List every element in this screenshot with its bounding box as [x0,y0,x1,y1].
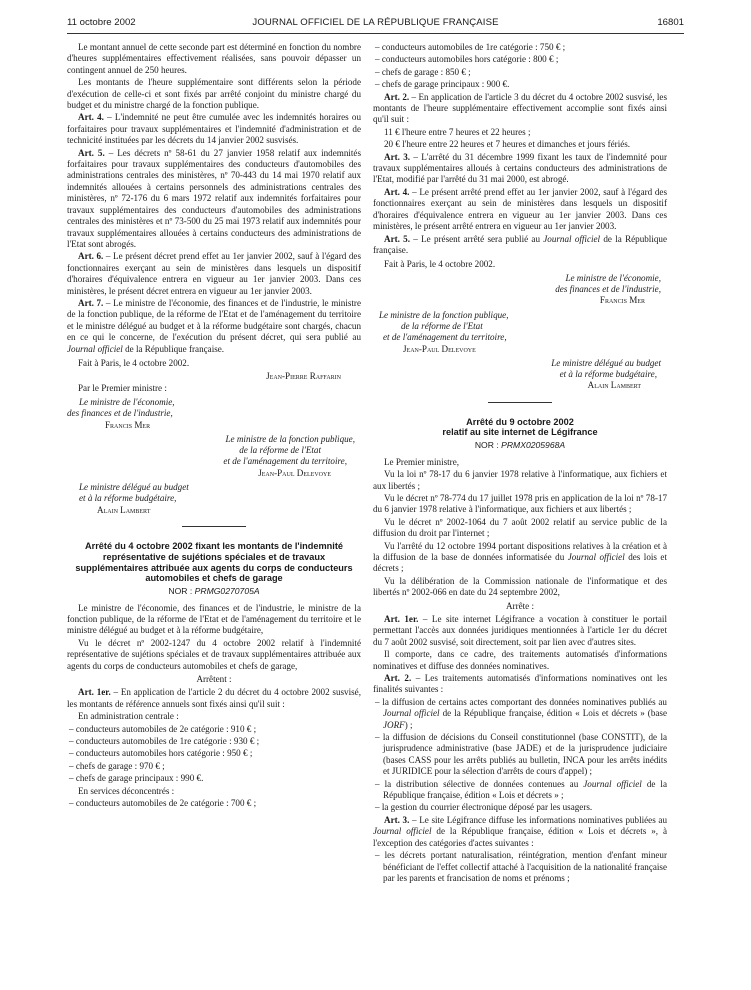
section-heading: En administration centrale : [78,711,179,722]
list-item: – la diffusion de décisions du Conseil constitutionnel (base CONSTIT), de la jurisprudence administrative (base JADE) et de la jurisprudence judiciaire (bases CASS pour les arrêts publiés au bulletin, INCA pour les arrêts inédits et JURIDICE pour la sélection d'arrêts de cours d'appel) ; [373,732,667,778]
separator-rule [488,402,552,403]
list-item: – la gestion du courrier électronique déposé par les usagers. [373,802,667,813]
article-6: Art. 6. – Le présent décret prend effet au 1er janvier 2002, sauf à l'égard des fonctionnaires exerçant au sein de ministères dans lesquels un dispositif d'horaires d'équivalence entrera en vigueur au 1er janvier 2003. Dans ces ministères, le présent décret entrera en vigueur au 1er janvier 2003. [67,251,361,296]
article-5: Art. 5. – Les décrets nº 58-61 du 27 janvier 1958 relatif aux indemnités forfaitaires pour travaux supplémentaires des conducteurs d'automobiles des administrations centrales des ministères, nº 70-443 du 14 mai 1970 relatif aux indemnités allouées à certains personnels des administrations centrales des ministères, nº 72-176 du 6 mars 1972 relatif aux indemnités forfaitaires pour travaux supplémentaires des conducteurs d'automobiles des administrations centrales des ministères et nº 73-500 du 25 mai 1973 relatif aux indemnités pour travaux supplémentaires allouées à certains conducteurs des administrations de l'Etat sont abrogés. [67,147,361,249]
paragraph: Vu la loi nº 78-17 du 6 janvier 1978 relative à l'informatique, aux fichiers et aux libertés ; [373,469,667,491]
signature-place-date: Fait à Paris, le 4 octobre 2002. [78,357,190,368]
paragraph: Les montants de l'heure supplémentaire sont différents selon la période d'exécution de celle-ci et sont fixés par arrêté conjoint du ministre chargé du budget et du ministre chargé de la fonction publique. [67,77,361,111]
arretent: Arrêtent : [196,673,232,684]
running-header [67,17,684,31]
paragraph: Le montant annuel de cette seconde part est déterminé en fonction du nombre d'heures supplémentaires effectivement réalisées, sans pouvoir dépasser un contingent annuel de 250 heures. [67,42,361,75]
nor-reference: NOR : PRMX0205968A [474,440,566,451]
article-3: Art. 3. – L'arrêté du 31 décembre 1999 fixant les taux de l'indemnité pour travaux supplémentaires alloués à certains conducteurs des administrations de l'Etat, modifié par l'arrêté du 31 mai 2000, est abrogé. [373,151,667,185]
paragraph: Vu le décret nº 2002-1064 du 7 août 2002 relatif au service public de la diffusion du droit par l'internet ; [373,516,667,539]
list-item: – les décrets portant naturalisation, réintégration, mention d'enfant mineur bénéficiant de l'effet collectif attaché à l'acquisition de la nationalité française par les parents et francisation de noms et prénoms ; [373,850,667,884]
section-heading: En services déconcentrés : [78,785,175,796]
list-item: – conducteurs automobiles hors catégorie : 800 € ; [373,54,667,65]
arrete-title: Arrêté du 4 octobre 2002 fixant les montants de l'indemnité représentative de sujétions spéciales et de travaux supplémentaires attribuée aux agents du corps de conducteurs automobiles et chefs de garage [75,540,353,584]
list-item: – la distribution sélective de données contenues au Journal officiel de la République française, édition « Lois et décrets » ; [373,779,667,802]
article-1: Art. 1er. – Le site internet Légifrance a vocation à constituer le portail permettant l'accès aux données juridiques mentionnées à l'article 1er du décret du 7 août 2002 susvisé, soit directement, soit par lien avec d'autres sites. [373,613,667,647]
article-3: Art. 3. – Le site Légifrance diffuse les informations nominatives publiées au Journal officiel de la République française, édition « Lois et décrets », à l'exception des catégories d'actes suivantes : [373,814,667,848]
article-2: Art. 2. – Les traitements automatisés d'informations nominatives ont les finalités suivantes : [373,673,667,695]
signature-minister-public-service: Le ministre de la fonction publique, de la réforme de l'Etat et de l'aménagement du territoire, Jean-Paul Delevoye [379,309,509,354]
paragraph: Vu la délibération de la Commission nationale de l'informatique et des libertés nº 2002-066 en date du 24 septembre 2002, [373,575,667,598]
paragraph: Le ministre de l'économie, des finances et de l'industrie, le ministre de la fonction publique, de la réforme de l'Etat et de l'aménagement du territoire et le ministre délégué au budget et à la réforme budgétaire, [67,602,361,636]
right-column [373,42,667,885]
paragraph: Vu l'arrêté du 12 octobre 1994 portant dispositions relatives à la création et à la diffusion de la base de données informatisée du Journal officiel des lois et décrets ; [373,540,667,574]
arrete: Arrête : [505,600,535,611]
nor-reference: NOR : PRMG0270705A [168,586,260,597]
header-rule [67,33,684,34]
article-5: Art. 5. – Le présent arrêté sera publié au Journal officiel de la République française. [373,233,667,255]
paragraph: Vu le décret nº 78-774 du 17 juillet 1978 pris en application de la loi nº 78-17 du 6 janvier 1978 relative à l'informatique, aux fichiers et aux libertés ; [373,492,667,515]
arrete-title: Arrêté du 9 octobre 2002 relatif au site internet de Légifrance [442,416,598,438]
list-item: – chefs de garage : 850 € ; [373,67,667,78]
signature-minister-economy: Le ministre de l'économie, des finances et de l'industrie, Francis Mer [555,272,661,306]
list-item: – conducteurs automobiles de 2e catégorie : 910 € ; [67,724,361,735]
signature-prime-minister: Jean-Pierre Raffarin Par le Premier ministre : [78,371,341,393]
list-item: – chefs de garage principaux : 900 €. [373,79,667,90]
paragraph: Vu le décret nº 2002-1247 du 4 octobre 2002 relatif à l'indemnité représentative de sujétions spéciales et de travaux supplémentaires attribuée aux agents du corps de conducteurs automobiles et chefs de garage, [67,637,361,671]
list-item: – chefs de garage : 970 € ; [67,761,361,772]
article-7: Art. 7. – Le ministre de l'économie, des finances et de l'industrie, le ministre de la fonction publique, de la réforme de l'Etat et de l'aménagement du territoire et le ministre délégué au budget et à la réforme budgétaire sont chargés, chacun en ce qui le concerne, de l'exécution du présent décret, qui sera publié au Journal officiel de la République française. [67,297,361,354]
list-item: – chefs de garage principaux : 990 €. [67,773,361,784]
header-page-number: 16801 [657,17,684,28]
separator-rule [182,526,246,527]
signature-place-date: Fait à Paris, le 4 octobre 2002. [384,259,496,270]
signature-minister-economy: Le ministre de l'économie, des finances et de l'industrie, Francis Mer [67,396,175,430]
list-item: – conducteurs automobiles de 1re catégorie : 750 € ; [373,42,667,53]
paragraph: 11 € l'heure entre 7 heures et 22 heures ; [384,126,531,137]
paragraph: Il comporte, dans ce cadre, des traitements automatisés d'informations nominatives et diffuse des données nominatives. [373,649,667,671]
list-item: – conducteurs automobiles de 2e catégorie : 700 € ; [67,798,361,809]
paragraph: Le Premier ministre, [384,456,460,467]
article-1: Art. 1er. – En application de l'article 2 du décret du 4 octobre 2002 susvisé, les montants de référence annuels sont fixés ainsi qu'il suit : [67,687,361,709]
header-date: 11 octobre 2002 [67,17,136,28]
signature-minister-budget: Le ministre délégué au budget et à la réforme budgétaire, Alain Lambert [79,482,189,515]
article-4: Art. 4. – Le présent arrêté prend effet au 1er janvier 2002, sauf à l'égard des fonctionnaires exerçant au sein de ministères dans lesquels un dispositif d'horaires d'équivalence entrera en vigueur au 1er janvier 2003. Dans ces ministères, le présent arrêté entrera en vigueur au 1er janvier 2003. [373,186,667,232]
left-column [67,42,361,810]
article-2: Art. 2. – En application de l'article 3 du décret du 4 octobre 2002 susvisé, les montants de l'heure supplémentaire effectivement accomplie sont fixés ainsi qu'il suit : [373,91,667,125]
signature-minister-public-service: Le ministre de la fonction publique, de la réforme de l'Etat et de l'aménagement du territoire, Jean-Paul Delevoye [223,433,355,478]
list-item: – conducteurs automobiles hors catégorie : 950 € ; [67,748,361,759]
paragraph: 20 € l'heure entre 22 heures et 7 heures et dimanches et jours fériés. [384,139,631,150]
header-title: JOURNAL OFFICIEL DE LA RÉPUBLIQUE FRANÇAISE [252,17,499,28]
signature-minister-budget: Le ministre délégué au budget et à la réforme budgétaire, Alain Lambert [551,357,661,391]
article-4: Art. 4. – L'indemnité ne peut être cumulée avec les indemnités horaires ou forfaitaires pour travaux supplémentaires et l'indemnité d'administration et de technicité instituées par les décrets du 14 janvier 2002 susvisés. [67,112,362,146]
list-item: – la diffusion de certains actes comportant des données nominatives publiés au Journal officiel de la République française, édition « Lois et décrets » (base JORF) ; [373,697,667,731]
list-item: – conducteurs automobiles de 1re catégorie : 930 € ; [67,736,361,747]
